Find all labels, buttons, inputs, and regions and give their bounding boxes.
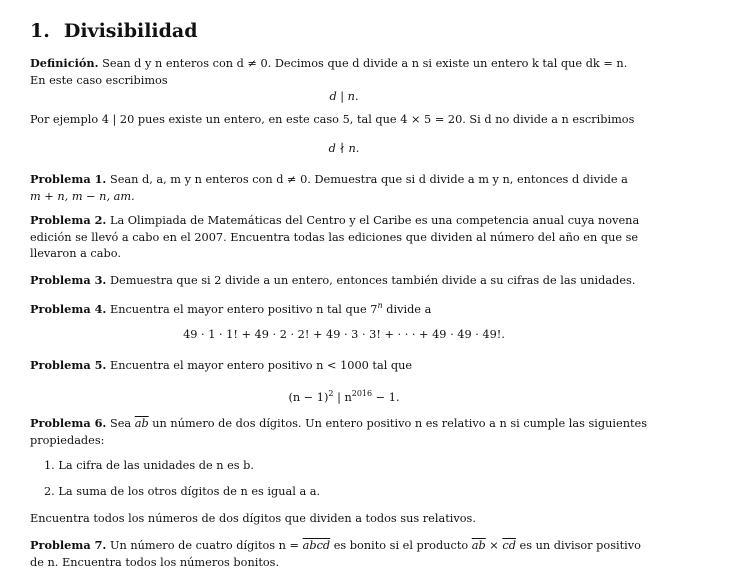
problem-3-line1: Demuestra que si 2 divide a un entero, entonces también divide a su cifras de las unidades. (109, 274, 636, 287)
problem-6-item-1: 1. La cifra de las unidades de n es b. (44, 459, 254, 472)
definition-label: Definición. (30, 56, 99, 70)
example-text: Por ejemplo 4 | 20 pues existe un entero, en este caso 5, tal que 4 × 5 = 20. Si d no divide a n escribimos (30, 113, 635, 126)
section-number: 1. (30, 20, 50, 42)
problem-4-line1-pre: Encuentra el mayor entero positivo n tal que 7 (109, 302, 378, 316)
example-paragraph (30, 112, 658, 129)
definition-paragraph (30, 55, 658, 89)
definition-display: d | n. (329, 90, 359, 103)
definition-text-line2: En este caso escribimos (30, 73, 168, 87)
problem-7-times: × (485, 539, 503, 552)
problem-7-line1-mid: es bonito si el producto (330, 539, 472, 552)
problem-4-line1-post: divide a (382, 302, 432, 316)
problem-2 (30, 212, 658, 263)
problem-2-line2: edición se llevó a cabo en el 2007. Encuentra todas las ediciones que dividen al número del año en que se (30, 230, 639, 244)
problem-1 (30, 171, 658, 205)
problem-7-label: Problema 7. (30, 538, 107, 552)
problem-5-display-sup1: 2 (328, 389, 334, 398)
section-title-text: Divisibilidad (63, 20, 198, 42)
problem-6-item-2: 2. La suma de los otros dígitos de n es igual a a. (44, 485, 321, 498)
problem-4-display: 49 · 1 · 1! + 49 · 2 · 2! + 49 · 3 · 3! + · · · + 49 · 49 · 49!. (183, 328, 505, 341)
problem-7-cd-overline: $\overline{cd}$ (502, 539, 516, 552)
problem-6-ab-overline: $\overline{ab}$ (134, 417, 149, 430)
problem-5-display-sup2: 2016 (351, 389, 373, 398)
problem-2-line3: llevaron a cabo. (30, 247, 121, 260)
problem-4-label: Problema 4. (30, 301, 107, 316)
problem-1-line2: m + n, m − n, am. (30, 189, 135, 203)
problem-7-abcd-overline: abcd (302, 539, 331, 552)
problem-5-display-pre: (n − 1) (288, 390, 329, 404)
problem-2-line1: La Olimpiada de Matemáticas del Centro y el Caribe es una competencia anual cuya novena (109, 214, 640, 227)
problem-5-line1: Encuentra el mayor entero positivo n < 1000 tal que (109, 359, 413, 372)
problem-5-display-mid: | n (333, 390, 352, 404)
problem-5-label: Problema 5. (30, 358, 107, 372)
problem-1-label: Problema 1. (30, 172, 107, 186)
problem-6 (30, 415, 658, 449)
problem-5-display-post: − 1. (372, 390, 400, 404)
problem-1-line1: Sean d, a, m y n enteros con d ≠ 0. Demuestra que si d divide a m y n, entonces d divide a (109, 173, 628, 186)
problem-6-line1-post: un número de dos dígitos. Un entero positivo n es relativo a n si cumple las siguientes (148, 417, 648, 430)
problem-7-line2: de n. Encuentra todos los números bonitos. (30, 555, 280, 569)
problem-5 (30, 357, 658, 375)
problem-7 (30, 537, 658, 571)
section-title (30, 20, 198, 42)
problem-7-line1-post: es un divisor positivo (515, 539, 641, 552)
problem-4-exponent: n (377, 301, 383, 310)
problem-7-ab-overline: $\overline{ab}$ (471, 539, 486, 552)
problem-6-line1-pre: Sea (109, 417, 135, 430)
problem-7-line1-pre: Un número de cuatro dígitos n = (109, 539, 303, 552)
problem-6-closing: Encuentra todos los números de dos dígitos que dividen a todos sus relativos. (30, 512, 476, 525)
problem-4 (30, 298, 658, 318)
problem-5-display (30, 386, 658, 406)
problem-2-label: Problema 2. (30, 213, 107, 227)
problem-6-line2: propiedades: (30, 433, 105, 447)
problem-3 (30, 272, 658, 290)
problem-6-label: Problema 6. (30, 416, 107, 430)
definition-text-line1: Sean d y n enteros con d ≠ 0. Decimos que d divide a n si existe un entero k tal que dk = n. (102, 57, 628, 70)
example-display: d ∤ n. (328, 142, 360, 155)
problem-3-label: Problema 3. (30, 273, 107, 287)
